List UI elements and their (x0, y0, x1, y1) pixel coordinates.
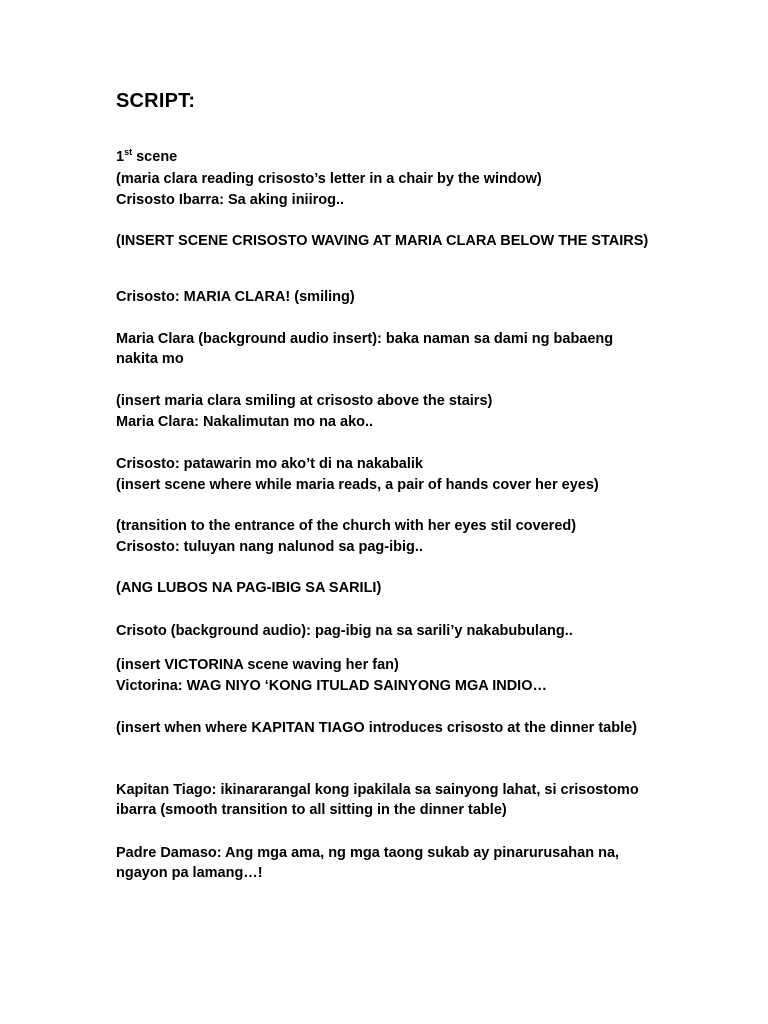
dialogue-line: Crisosto: tuluyan nang nalunod sa pag-ibig.. (116, 539, 423, 555)
dialogue-line: Maria Clara: Nakalimutan mo na ako.. (116, 414, 374, 430)
stage-direction: (insert scene where while maria reads, a pair of hands cover her eyes) (116, 477, 599, 493)
stage-direction: (INSERT SCENE CRISOSTO WAVING AT MARIA CLARA BELOW THE STAIRS) (116, 233, 649, 249)
section-heading: (ANG LUBOS NA PAG-IBIG SA SARILI) (116, 580, 382, 596)
dialogue-line: Kapitan Tiago: ikinararangal kong ipakilala sa sainyong lahat, si crisostomo ibarra (smooth transition to all sitting in the dinner table) (116, 782, 639, 818)
page-title: SCRIPT: (116, 90, 196, 112)
stage-direction: (insert when where KAPITAN TIAGO introduces crisosto at the dinner table) (116, 720, 637, 736)
scene-label: scene (132, 149, 178, 165)
scene-heading (116, 147, 656, 167)
dialogue-line: Maria Clara (background audio insert): baka naman sa dami ng babaeng nakita mo (116, 331, 614, 367)
dialogue-line: Victorina: WAG NIYO ‘KONG ITULAD SAINYONG MGA INDIO… (116, 678, 547, 694)
scene-ordinal-suffix: st (124, 147, 133, 158)
dialogue-line: Crisosto: patawarin mo ako’t di na nakabalik (116, 456, 423, 472)
dialogue-line: Crisosto Ibarra: Sa aking iniirog.. (116, 192, 345, 208)
dialogue-line: Padre Damaso: Ang mga ama, ng mga taong sukab ay pinarurusahan na, ngayon pa lamang…! (116, 845, 620, 881)
stage-direction: (transition to the entrance of the church with her eyes stil covered) (116, 518, 577, 534)
stage-direction: (insert maria clara smiling at crisosto above the stairs) (116, 393, 493, 409)
dialogue-line: Crisosto: MARIA CLARA! (smiling) (116, 289, 355, 305)
stage-direction: (maria clara reading crisosto’s letter in a chair by the window) (116, 171, 542, 187)
dialogue-line: Crisoto (background audio): pag-ibig na sa sarili’y nakabubulang.. (116, 623, 573, 639)
scene-number: 1 (116, 149, 125, 165)
stage-direction: (insert VICTORINA scene waving her fan) (116, 657, 399, 673)
